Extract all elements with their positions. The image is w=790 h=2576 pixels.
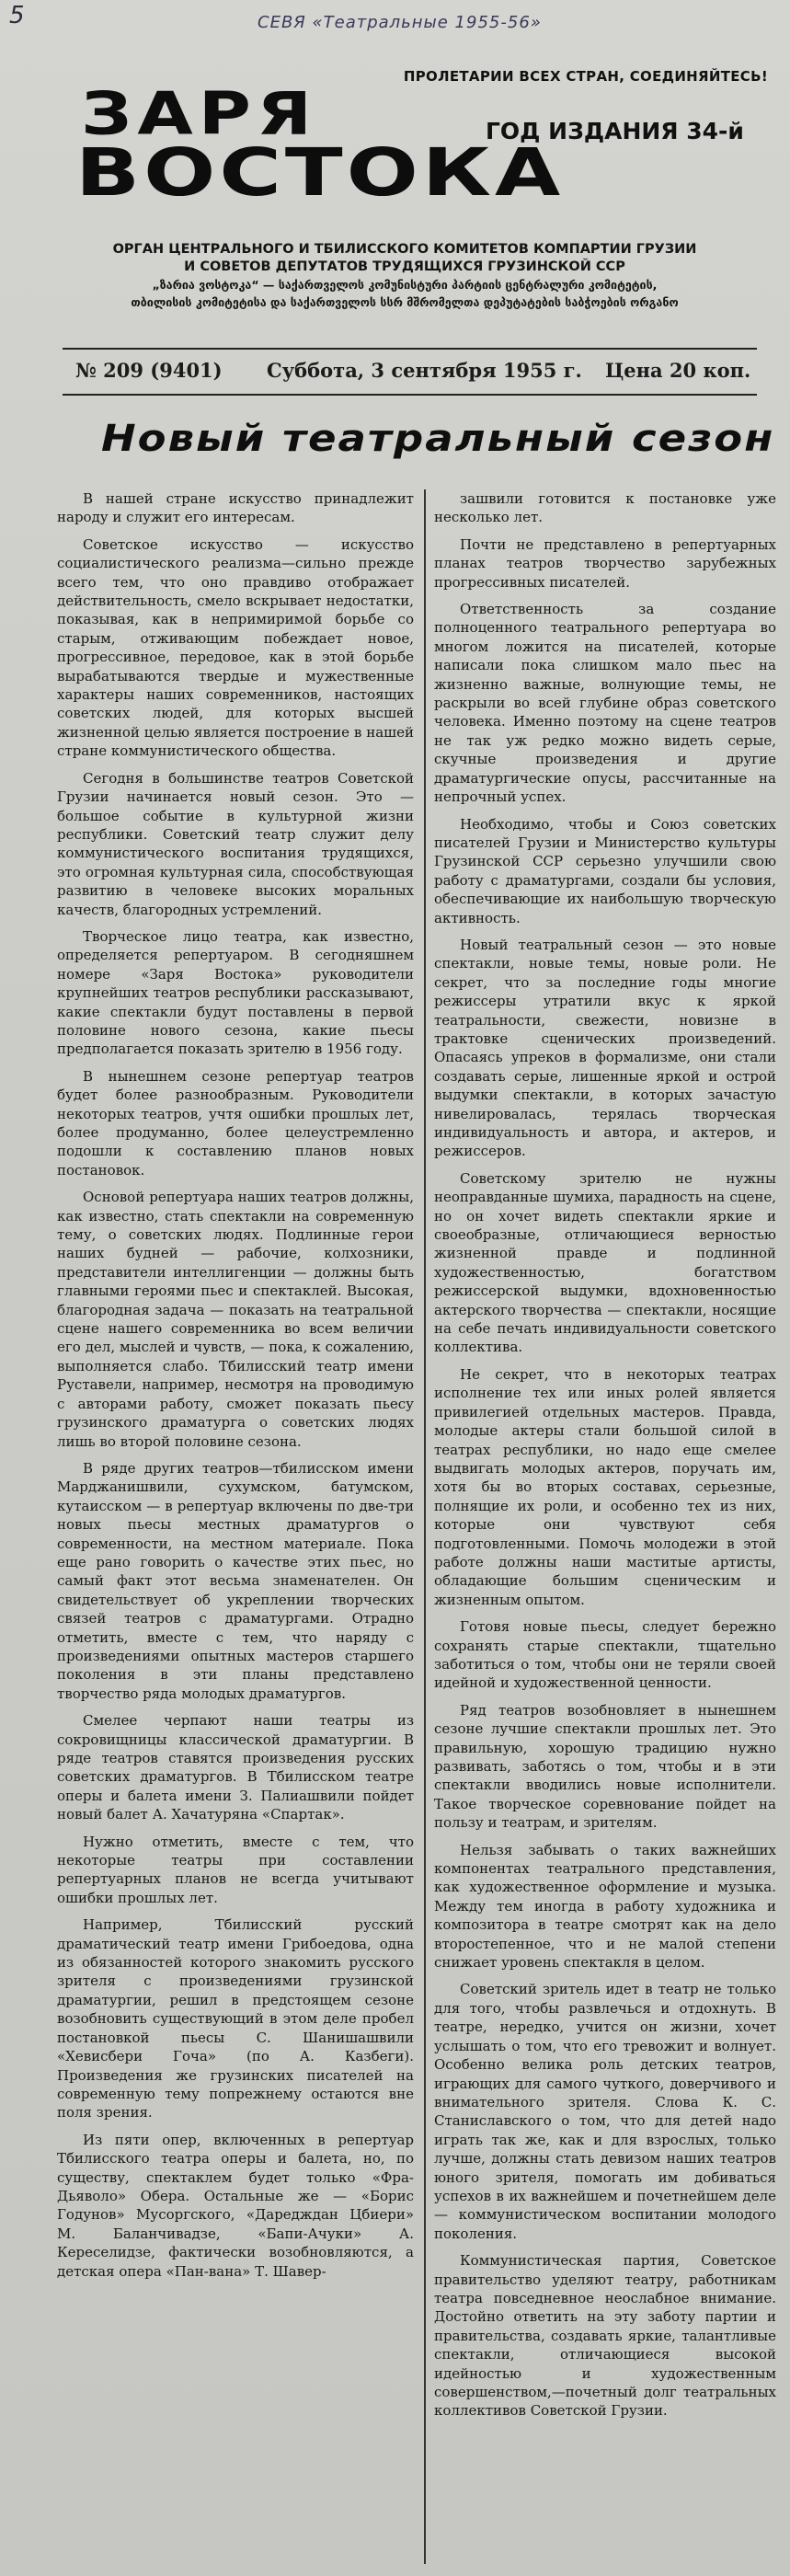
article-paragraph: В ряде других театров—тбилисском имени Марджанишвили, сухумском, батумском, кутаисском — в репертуар включены по две-три новых пьесы местных драматургов о современности, на местном материале. Пока еще рано говорить о качестве этих пьес, но самый факт этот весьма знаменателен. Он свидетельствует об укреплении творческих связей театров с драматургами. Отрадно отметить, вместе с тем, что наряду с произведениями опытных мастеров старшего поколения в эти планы представлено творчество ряда молодых драматургов. xyxy=(57,1459,414,1702)
page-number: 5 xyxy=(9,2,25,29)
article-paragraph: Нужно отметить, вместе с тем, что некоторые театры при составлении репертуарных планов не всегда учитывают ошибки прошлых лет. xyxy=(57,1833,414,1906)
organ-line: „ზარია ვოსტოკა“ — საქართველოს კომუნისტური პარტიის ცენტრალური კომიტეტის, xyxy=(152,278,658,292)
article-paragraph: зашвили готовится к постановке уже несколько лет. xyxy=(434,490,776,526)
article-paragraph: Советское искусство — искусство социалистического реализма—сильно прежде всего тем, что оно правдиво отображает действительность, смело вскрывает недостатки, показывая, как в непримиримой борьбе со старым, отживающим побеждает новое, прогрессивное, передовое, как в этой борьбе вырабатываются твердые и мужественные характеры наших современников, настоящих советских людей, для которых высшей жизненной целью является построение в нашей стране коммунистического общества. xyxy=(57,535,414,760)
article-paragraph: Советский зритель идет в театр не только для того, чтобы развлечься и отдохнуть. В театре, нередко, учится он жизни, хочет услышать о том, что его тревожит и волнует. Особенно велика роль детских театров, играющих для самого чуткого, доверчивого и внимательного зрителя. Слова К. С. Станиславского о том, что для детей надо играть так же, как и для взрослых, только лучше, должны стать девизом наших театров юного зрителя, помогать им добиваться успехов в их важнейшем и почетнейшем деле — коммунистическом воспитании молодого поколения. xyxy=(434,1981,776,2242)
article-paragraph: Нельзя забывать о таких важнейших компонентах театрального представления, как художественное оформление и музыка. Между тем иногда в работу художника и композитора в театре смотрят как на дело второстепенное, что и не малой степени снижает уровень спектакля в целом. xyxy=(434,1841,776,1972)
article-paragraph: Смелее черпают наши театры из сокровищницы классической драматургии. В ряде театров ставятся произведения русских советских драматургов. В Тбилисском театре оперы и балета имени З. Палиашвили пойдет новый балет А. Хачатуряна «Спартак». xyxy=(57,1712,414,1823)
organ-line: თბილისის კომიტეტისა და საქართველოს სსრ მშრომელთა დეპუტატების საბჭოების ორგანო xyxy=(131,295,679,309)
article-paragraph: Из пяти опер, включенных в репертуар Тбилисского театра оперы и балета, но, по существу, спектаклем будет только «Фра-Дьяволо» Обера. Остальные же — «Борис Годунов» Мусоргского, «Даредждан Цбиери» М. Баланчивадзе, «Бапи-Ачуки» А. Кереселидзе, фактически возобновляются, а детская опера «Пан-вана» Т. Шавер- xyxy=(57,2131,414,2280)
article-paragraph: Коммунистическая партия, Советское правительство уделяют театру, работникам театра повседневное неослабное внимание. Достойно ответить на эту заботу партии и правительства, создавать яркие, талантливые спектакли, отличающиеся высокой идейностью и художественным совершенством,—почетный долг театральных коллективов Советской Грузии. xyxy=(434,2252,776,2420)
article-paragraph: Ответственность за создание полноценного театрального репертуара во многом ложится на писателей, которые написали пока слишком мало пьес на жизненно важные, волнующие темы, не раскрыли во всей глубине образ советского человека. Именно поэтому на сцене театров не так уж редко можно видеть серые, скучные произведения и другие драматургические опусы, рассчитанные на непрочный успех. xyxy=(434,601,776,806)
article-paragraph: Новый театральный сезон — это новые спектакли, новые темы, новые роли. Не секрет, что за последние годы многие режиссеры утратили вкус к яркой театральности, свежести, новизне в трактовке сценических произведений. Опасаясь упреков в формализме, они стали создавать серые, лишенные яркой и острой выдумки спектакли, в которых зачастую нивелировалась, терялась творческая индивидуальность и автора, и актеров, и режиссеров. xyxy=(434,936,776,1160)
masthead-title-line2: ВОСТОКА xyxy=(75,133,565,212)
article-paragraph: В нынешнем сезоне репертуар театров будет более разнообразным. Руководители некоторых театров, учтя ошибки прошлых лет, более продуманно, более целеустремленно подошли к составлению планов новых постановок. xyxy=(57,1067,414,1179)
organ-line: И СОВЕТОВ ДЕПУТАТОВ ТРУДЯЩИХСЯ ГРУЗИНСКОЙ ССР xyxy=(184,259,625,274)
issue-price: Цена 20 коп. xyxy=(605,359,751,382)
issue-number: № 209 (9401) xyxy=(75,359,223,382)
masthead-rule-bottom xyxy=(63,394,757,396)
archive-note: СЕВЯ «Театральные 1955-56» xyxy=(258,13,542,32)
issue-date: Суббота, 3 сентября 1955 г. xyxy=(267,359,582,382)
article-paragraph: Советскому зрителю не нужны неоправданные шумиха, парадность на сцене, но он хочет видеть спектакли яркие и своеобразные, отличающиеся верностью жизненной правде и подлинной художественностью, богатством режиссерской выдумки, вдохновенностью актерского творчества — спектакли, носящие на себе печать индивидуальности советского коллектива. xyxy=(434,1169,776,1356)
organ-line: ОРГАН ЦЕНТРАЛЬНОГО И ТБИЛИССКОГО КОМИТЕТОВ КОМПАРТИИ ГРУЗИИ xyxy=(112,242,697,257)
article-left-column xyxy=(57,489,414,2289)
article-paragraph: Почти не представлено в репертуарных планах театров творчество зарубежных прогрессивных писателей. xyxy=(434,535,776,591)
column-divider xyxy=(424,489,426,2564)
article-paragraph: Например, Тбилисский русский драматический театр имени Грибоедова, одна из обязанностей которого знакомить русского зрителя с произведениями грузинской драматургии, решил в предстоящем сезоне возобновить существующий в этом деле пробел постановкой пьесы С. Шанишашвили «Хевисбери Гоча» (по А. Казбеги). Произведения же грузинских писателей на современную тему попрежнему остаются вне поля зрения. xyxy=(57,1916,414,2122)
article-paragraph: Не секрет, что в некоторых театрах исполнение тех или иных ролей является привилегией отдельных мастеров. Правда, молодые актеры стали большой силой в театрах республики, но надо еще смелее выдвигать молодых актеров, поручать им, хотя бы во вторых составах, серьезные, полнящие их роли, и особенно тех из них, которые они чувствуют себя подготовленными. Помочь молодежи в этой работе должны наши маститые артисты, обладающие большим сценическим и жизненным опытом. xyxy=(434,1365,776,1608)
masthead-rule-top xyxy=(63,348,757,350)
article-paragraph: Основой репертуара наших театров должны, как известно, стать спектакли на современную тему, о советских людях. Подлинные герои наших будней — рабочие, колхозники, представители интеллигенции — должны быть главными героями пьес и спектаклей. Высокая, благородная задача — показать на театральной сцене нашего современника во всем величии его дел, мыслей и чувств, — пока, к сожалению, выполняется слабо. Тбилисский театр имени Руставели, например, несмотря на проводимую с авторами работу, сможет показать пьесу грузинского драматурга о советских людях лишь во второй половине сезона. xyxy=(57,1189,414,1450)
article-right-column xyxy=(434,489,776,2429)
article-paragraph: Необходимо, чтобы и Союз советских писателей Грузии и Министерство культуры Грузинской ССР серьезно улучшили свою работу с драматургами, создали бы условия, обеспечивающие их наибольшую творческую активность. xyxy=(434,815,776,926)
masthead-year: ГОД ИЗДАНИЯ 34-й xyxy=(486,118,744,144)
article-headline: Новый театральный сезон xyxy=(101,416,775,460)
article-paragraph: Сегодня в большинстве театров Советской Грузии начинается новый сезон. Это — большое событие в культурной жизни республики. Советский театр служит делу коммунистического воспитания трудящихся, это огромная культурная сила, способствующая развитию в человеке высоких моральных качеств, благородных устремлений. xyxy=(57,769,414,918)
article-paragraph: В нашей стране искусство принадлежит народу и служит его интересам. xyxy=(57,490,414,526)
masthead-motto: ПРОЛЕТАРИИ ВСЕХ СТРАН, СОЕДИНЯЙТЕСЬ! xyxy=(403,68,768,85)
article-paragraph: Ряд театров возобновляет в нынешнем сезоне лучшие спектакли прошлых лет. Это правильную, хорошую традицию нужно развивать, заботясь о том, чтобы и в эти спектакли вводились новые исполнители. Такое творческое соревнование пойдет на пользу и театрам, и зрителям. xyxy=(434,1701,776,1832)
article-paragraph: Творческое лицо театра, как известно, определяется репертуаром. В сегодняшнем номере «Заря Востока» руководители крупнейших театров республики рассказывают, какие спектакли будут поставлены в первой половине нового сезона, какие пьесы предполагается показать зрителю в 1956 году. xyxy=(57,927,414,1058)
masthead-organ xyxy=(55,241,754,311)
masthead-title-line1: ЗАРЯ xyxy=(81,80,318,148)
article-paragraph: Готовя новые пьесы, следует бережно сохранять старые спектакли, тщательно заботиться о том, чтобы они не теряли своей идейной и художественной ценности. xyxy=(434,1618,776,1692)
